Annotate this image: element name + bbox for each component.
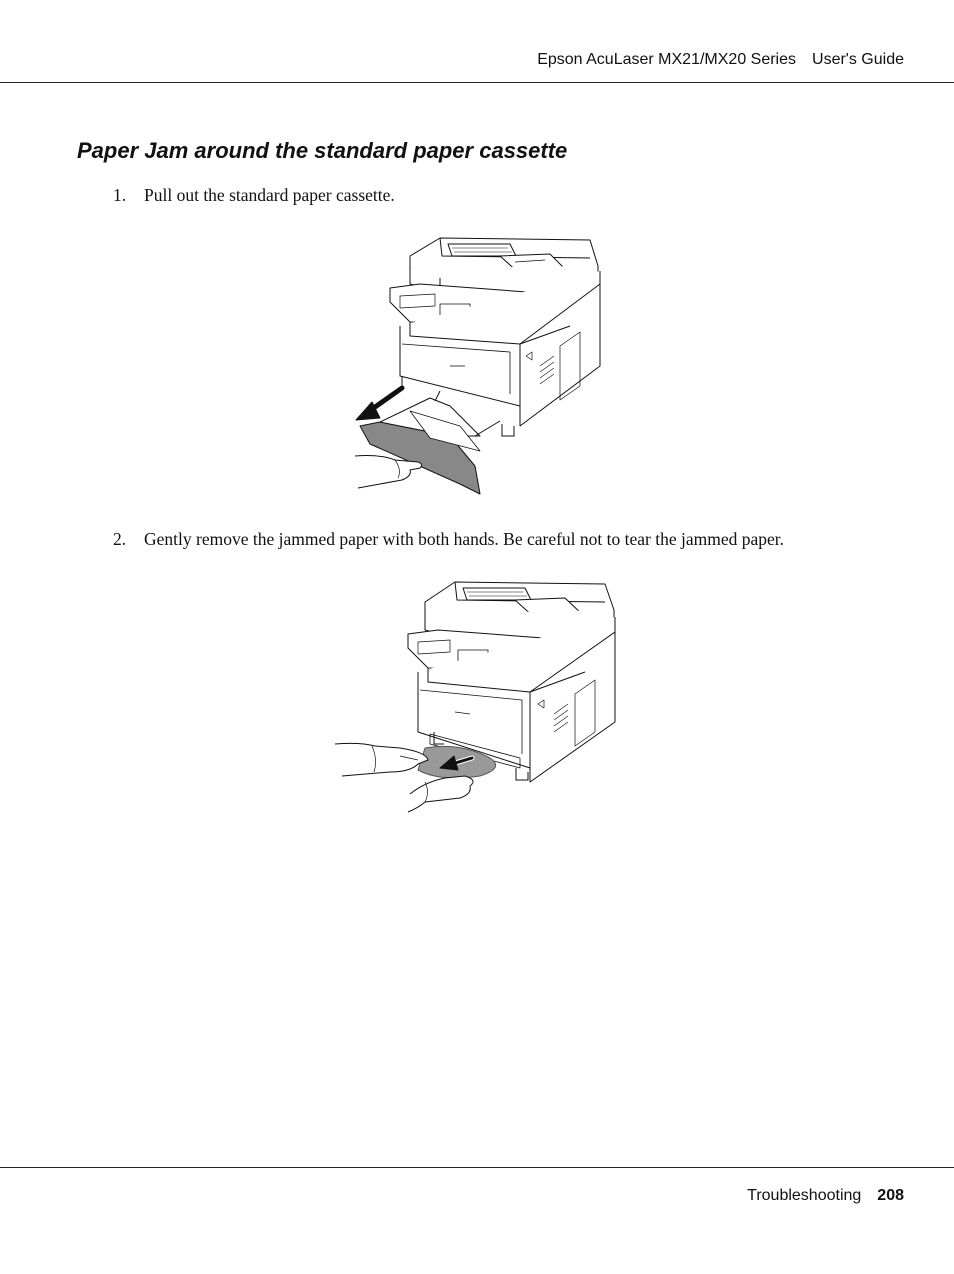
page-footer-rule [0,1167,954,1169]
figure-pull-out-cassette [340,226,610,498]
step-1 [113,185,395,206]
header-guide-name: User's Guide [812,51,904,68]
page-header [0,0,954,83]
step-number: 2. [113,529,127,549]
step-text: Pull out the standard paper cassette. [144,185,395,205]
page-footer [747,1187,904,1205]
figure-remove-jammed-paper [330,572,625,814]
step-number: 1. [113,185,127,205]
step-2 [113,529,784,550]
footer-chapter: Troubleshooting [747,1187,862,1204]
step-text: Gently remove the jammed paper with both hands. Be careful not to tear the jammed paper. [144,529,784,549]
section-title: Paper Jam around the standard paper cassette [77,138,568,163]
header-text [537,51,904,69]
header-product-name: Epson AcuLaser MX21/MX20 Series [537,51,797,68]
page-number: 208 [877,1187,904,1204]
